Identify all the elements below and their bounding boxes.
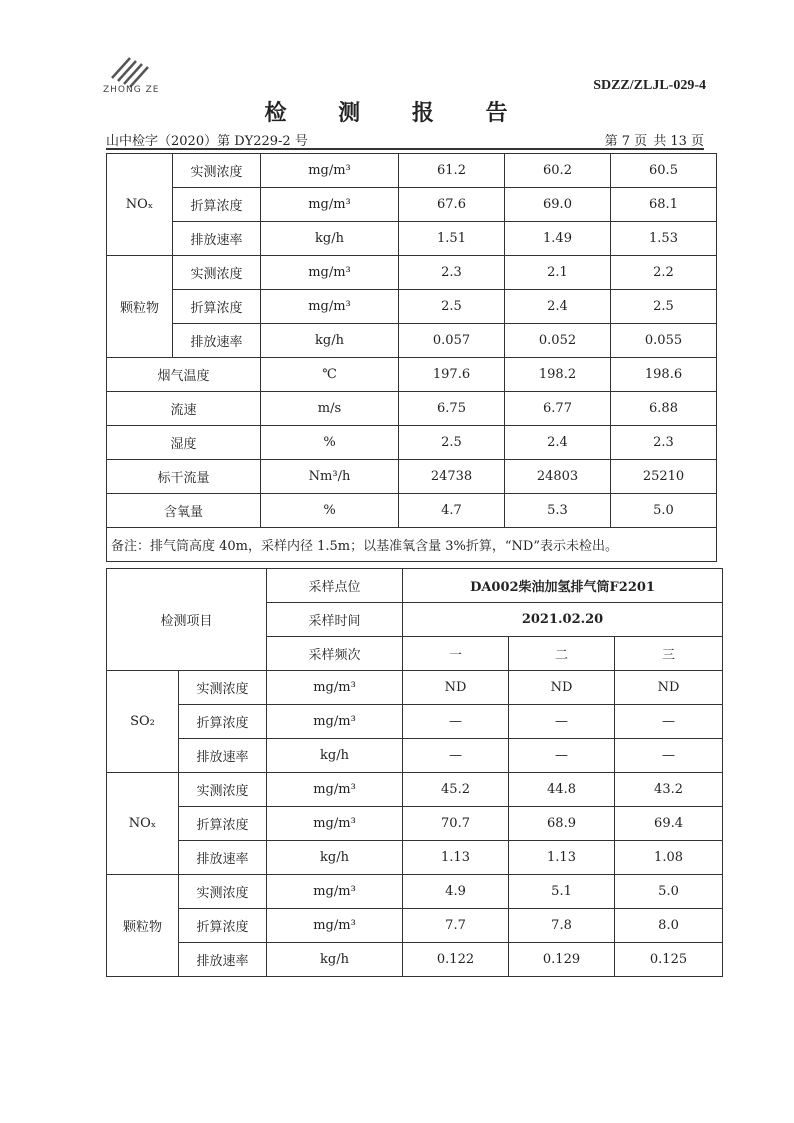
- value-cell: 7.7: [403, 909, 509, 943]
- value-cell: 1.53: [611, 222, 717, 256]
- table-row: [107, 154, 717, 188]
- value-cell: 69.4: [615, 807, 723, 841]
- measure-item: 排放速率: [173, 222, 261, 256]
- value-cell: 68.1: [611, 188, 717, 222]
- value-cell: 198.2: [505, 358, 611, 392]
- parameter-name: NOₓ: [107, 154, 173, 256]
- measure-item: 湿度: [107, 426, 261, 460]
- table-row: [107, 460, 717, 494]
- freq-cell: 一: [403, 637, 509, 671]
- measure-item: 烟气温度: [107, 358, 261, 392]
- value-cell: 0.057: [399, 324, 505, 358]
- value-cell: 44.8: [509, 773, 615, 807]
- measure-item: 折算浓度: [173, 290, 261, 324]
- page-indicator: [599, 130, 704, 149]
- table-row: [107, 875, 723, 909]
- measure-item: 实测浓度: [173, 154, 261, 188]
- value-cell: 0.125: [615, 943, 723, 977]
- measure-item: 实测浓度: [179, 671, 267, 705]
- value-cell: —: [509, 739, 615, 773]
- value-cell: 6.75: [399, 392, 505, 426]
- unit-cell: mg/m³: [267, 671, 403, 705]
- table-row: [107, 773, 723, 807]
- table-row: [107, 705, 723, 739]
- measure-item: 标干流量: [107, 460, 261, 494]
- value-cell: 4.9: [403, 875, 509, 909]
- table-row: [107, 256, 717, 290]
- value-cell: 5.0: [615, 875, 723, 909]
- table-row: [107, 739, 723, 773]
- value-cell: 1.49: [505, 222, 611, 256]
- total-pages: 共 13 页: [653, 134, 704, 149]
- value-cell: ND: [615, 671, 723, 705]
- remarks-note: 备注：排气筒高度 40m，采样内径 1.5m；以基准氧含量 3%折算，“ND”表示未检出。: [107, 528, 717, 562]
- unit-cell: %: [261, 426, 399, 460]
- value-cell: 1.13: [509, 841, 615, 875]
- results-table-2: [106, 568, 723, 977]
- measure-item: 排放速率: [179, 739, 267, 773]
- value-cell: ND: [509, 671, 615, 705]
- parameter-name: SO₂: [107, 671, 179, 773]
- measure-item: 实测浓度: [179, 875, 267, 909]
- unit-cell: kg/h: [267, 943, 403, 977]
- unit-cell: kg/h: [267, 739, 403, 773]
- table-row: [107, 494, 717, 528]
- value-cell: 2.5: [611, 290, 717, 324]
- point-value: DA002柴油加氢排气筒F2201: [403, 569, 723, 603]
- logo-text: ZHONG ZE: [103, 85, 160, 95]
- value-cell: 198.6: [611, 358, 717, 392]
- value-cell: 2.3: [399, 256, 505, 290]
- value-cell: 61.2: [399, 154, 505, 188]
- table-row: [107, 392, 717, 426]
- value-cell: 2.2: [611, 256, 717, 290]
- unit-cell: kg/h: [261, 324, 399, 358]
- measure-item: 折算浓度: [179, 909, 267, 943]
- point-label: 采样点位: [267, 569, 403, 603]
- value-cell: 25210: [611, 460, 717, 494]
- value-cell: 6.77: [505, 392, 611, 426]
- value-cell: 4.7: [399, 494, 505, 528]
- document-code: SDZZ/ZLJL-029-4: [593, 78, 706, 93]
- value-cell: 5.3: [505, 494, 611, 528]
- measure-item: 折算浓度: [173, 188, 261, 222]
- table-row: [107, 943, 723, 977]
- table-row: [107, 324, 717, 358]
- value-cell: 68.9: [509, 807, 615, 841]
- measure-item: 排放速率: [173, 324, 261, 358]
- value-cell: 7.8: [509, 909, 615, 943]
- report-info-line: [106, 130, 704, 150]
- unit-cell: mg/m³: [261, 154, 399, 188]
- value-cell: 2.5: [399, 290, 505, 324]
- value-cell: —: [403, 705, 509, 739]
- unit-cell: mg/m³: [267, 875, 403, 909]
- measure-item: 折算浓度: [179, 807, 267, 841]
- item-header: 检测项目: [107, 569, 267, 671]
- value-cell: 5.1: [509, 875, 615, 909]
- table-row: [107, 426, 717, 460]
- unit-cell: mg/m³: [261, 188, 399, 222]
- value-cell: —: [615, 739, 723, 773]
- value-cell: 60.5: [611, 154, 717, 188]
- value-cell: 1.13: [403, 841, 509, 875]
- value-cell: 1.08: [615, 841, 723, 875]
- value-cell: 6.88: [611, 392, 717, 426]
- unit-cell: mg/m³: [261, 290, 399, 324]
- unit-cell: mg/m³: [267, 773, 403, 807]
- value-cell: 2.5: [399, 426, 505, 460]
- value-cell: 8.0: [615, 909, 723, 943]
- value-cell: 24738: [399, 460, 505, 494]
- table-row: [107, 671, 723, 705]
- value-cell: 45.2: [403, 773, 509, 807]
- parameter-name: 颗粒物: [107, 256, 173, 358]
- value-cell: 2.3: [611, 426, 717, 460]
- measure-item: 折算浓度: [179, 705, 267, 739]
- unit-cell: %: [261, 494, 399, 528]
- unit-cell: mg/m³: [261, 256, 399, 290]
- value-cell: —: [509, 705, 615, 739]
- value-cell: 43.2: [615, 773, 723, 807]
- value-cell: 69.0: [505, 188, 611, 222]
- table-row: [107, 358, 717, 392]
- value-cell: 0.055: [611, 324, 717, 358]
- freq-cell: 三: [615, 637, 723, 671]
- value-cell: 2.4: [505, 290, 611, 324]
- unit-cell: kg/h: [261, 222, 399, 256]
- parameter-name: NOₓ: [107, 773, 179, 875]
- freq-label: 采样频次: [267, 637, 403, 671]
- unit-cell: mg/m³: [267, 807, 403, 841]
- value-cell: 0.129: [509, 943, 615, 977]
- measure-item: 实测浓度: [173, 256, 261, 290]
- unit-cell: mg/m³: [267, 705, 403, 739]
- time-value: 2021.02.20: [403, 603, 723, 637]
- value-cell: —: [615, 705, 723, 739]
- page-number: 第 7 页: [604, 134, 648, 149]
- unit-cell: m/s: [261, 392, 399, 426]
- measure-item: 排放速率: [179, 943, 267, 977]
- table-row: [107, 188, 717, 222]
- value-cell: —: [403, 739, 509, 773]
- page-title: 检 测 报 告: [264, 100, 530, 126]
- measure-item: 实测浓度: [179, 773, 267, 807]
- time-label: 采样时间: [267, 603, 403, 637]
- value-cell: 67.6: [399, 188, 505, 222]
- report-number: 山中检字（2020）第 DY229-2 号: [106, 134, 308, 149]
- value-cell: 197.6: [399, 358, 505, 392]
- unit-cell: mg/m³: [267, 909, 403, 943]
- value-cell: 2.1: [505, 256, 611, 290]
- value-cell: 1.51: [399, 222, 505, 256]
- value-cell: 24803: [505, 460, 611, 494]
- unit-cell: ℃: [261, 358, 399, 392]
- freq-cell: 二: [509, 637, 615, 671]
- unit-cell: kg/h: [267, 841, 403, 875]
- table-row: [107, 909, 723, 943]
- value-cell: 5.0: [611, 494, 717, 528]
- table-row: [107, 841, 723, 875]
- value-cell: 0.122: [403, 943, 509, 977]
- table-row: [107, 290, 717, 324]
- unit-cell: Nm³/h: [261, 460, 399, 494]
- measure-item: 排放速率: [179, 841, 267, 875]
- note-row: [107, 528, 717, 562]
- value-cell: ND: [403, 671, 509, 705]
- table-row: [107, 222, 717, 256]
- table-row: [107, 807, 723, 841]
- value-cell: 2.4: [505, 426, 611, 460]
- results-table-1: [106, 153, 717, 562]
- value-cell: 60.2: [505, 154, 611, 188]
- measure-item: 流速: [107, 392, 261, 426]
- header-row: [107, 569, 723, 603]
- parameter-name: 颗粒物: [107, 875, 179, 977]
- value-cell: 0.052: [505, 324, 611, 358]
- value-cell: 70.7: [403, 807, 509, 841]
- measure-item: 含氧量: [107, 494, 261, 528]
